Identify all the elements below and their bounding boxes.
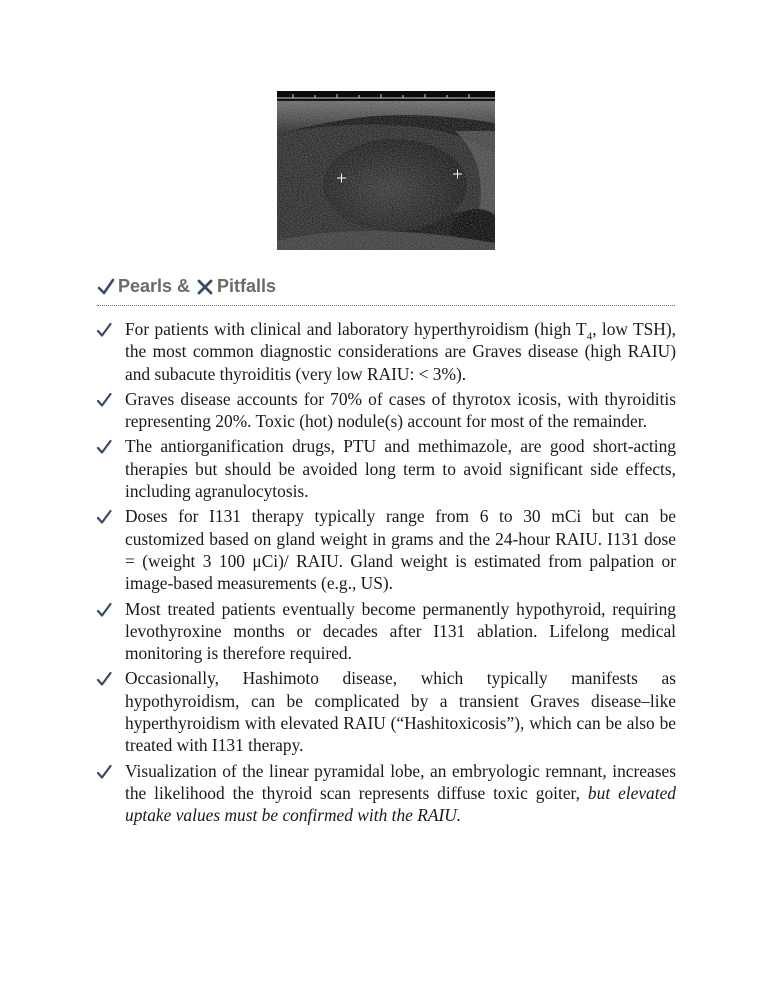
pearl-text: The antiorganification drugs, PTU and methimazole, are good short-acting therapies but should be avoided long term to avoid significant side effects, including agranulocytosis. <box>125 436 676 502</box>
thyroid-ultrasound-image <box>277 91 495 250</box>
pearl-text-lead: For patients with clinical and laboratory hyperthyroidism (high T <box>125 319 587 339</box>
pearl-text-italic: but elevated uptake values must be confirmed with the RAIU. <box>125 782 676 826</box>
pitfalls-label: Pitfalls <box>217 276 277 296</box>
list-item <box>95 318 676 385</box>
pearls-label: Pearls & <box>118 276 191 296</box>
pearl-text: Occasionally, Hashimoto disease, which typically manifests as hypothyroidism, can be complicated by a transient Graves disease–like hyperthyroidism with elevated RAIU (“Hashitoxicosis”), which can be also be treated with I131 therapy. <box>125 668 676 756</box>
check-icon <box>96 322 112 338</box>
list-item <box>95 760 676 827</box>
pearl-text: Most treated patients eventually become permanently hypothyroid, requiring levothyroxine months or decades after I131 ablation. Lifelong medical monitoring is therefore required. <box>125 598 676 664</box>
x-icon <box>196 278 214 296</box>
list-item <box>95 388 676 433</box>
list-item <box>95 598 676 665</box>
pearl-text <box>125 760 676 827</box>
pearl-text-tail: , low TSH), the most common diagnostic considerations are Graves disease (high RAIU) and subacute thyroiditis (very low RAIU: < 3%). <box>125 319 676 384</box>
list-item <box>95 435 676 502</box>
check-icon <box>96 439 112 455</box>
pearls-list <box>95 318 676 830</box>
pearl-text-lead: Visualization of the linear pyramidal lobe, an embryologic remnant, increases the likelihood the thyroid scan represents diffuse toxic goiter, <box>125 760 676 803</box>
check-icon <box>96 392 112 408</box>
check-icon <box>96 602 112 618</box>
pearl-text: Graves disease accounts for 70% of cases of thyrotox icosis, with thyroiditis representing 20%. Toxic (hot) nodule(s) account for most of the remainder. <box>125 388 676 432</box>
pearl-text-subscript: 4 <box>586 330 593 343</box>
check-icon <box>96 671 112 687</box>
pearls-pitfalls-heading <box>97 276 276 297</box>
list-item <box>95 667 676 756</box>
list-item <box>95 505 676 594</box>
check-icon <box>96 764 112 780</box>
check-icon <box>97 278 115 296</box>
pearl-text: Doses for I131 therapy typically range from 6 to 30 mCi but can be customized based on gland weight in grams and the 24-hour RAIU. I131 dose = (weight 3 100 μCi)/ RAIU. Gland weight is estimated from palpation or image-based measurements (e.g., US). <box>125 506 676 594</box>
pearl-text <box>125 318 676 385</box>
heading-divider <box>97 305 675 306</box>
ultrasound-graphic <box>277 91 495 250</box>
check-icon <box>96 509 112 525</box>
